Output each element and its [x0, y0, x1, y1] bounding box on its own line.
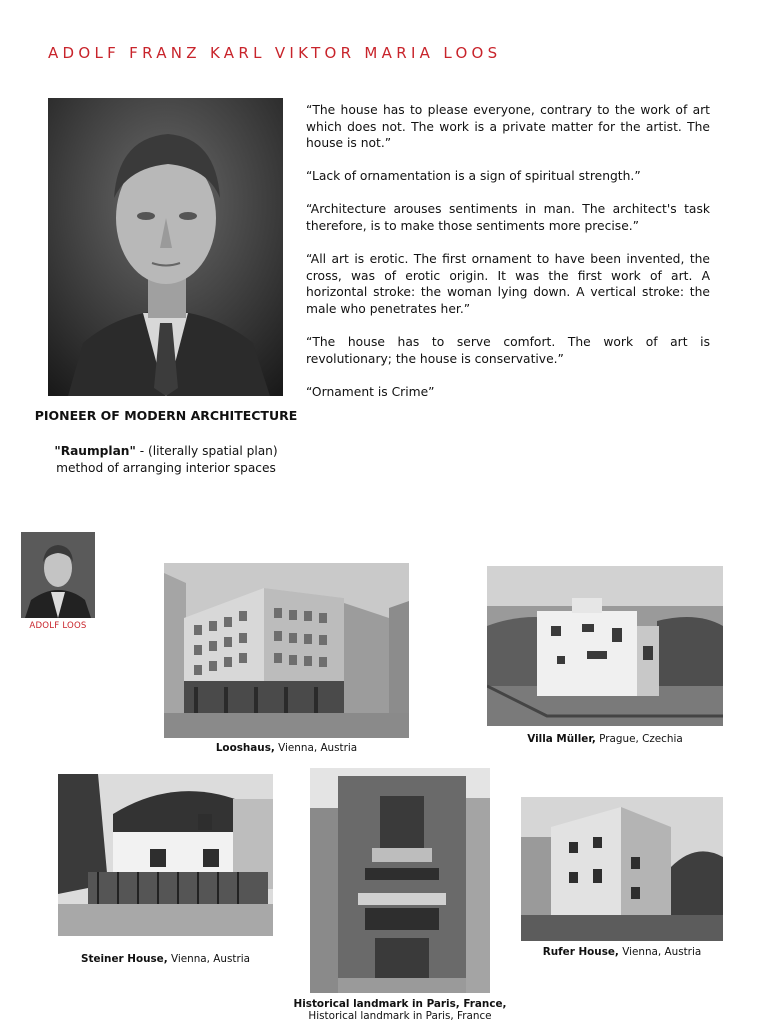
building-name: Steiner House,: [81, 953, 168, 965]
building-location: Vienna, Austria: [167, 953, 250, 965]
raumplan-definition-line1: - (literally spatial plan): [135, 444, 278, 458]
quote: “Architecture arouses sentiments in man. The architect's task therefore, is to make those sentiments more precise.”: [306, 202, 710, 233]
caption-steiner-house: [58, 953, 273, 965]
villa-muller-photo: [487, 566, 723, 726]
paris-landmark-photo: [310, 768, 490, 993]
portrait-caption: ADOLF LOOS: [29, 621, 87, 631]
steiner-house-photo: [58, 774, 273, 936]
pioneer-heading: PIONEER OF MODERN ARCHITECTURE: [34, 408, 298, 423]
caption-rufer-house: [521, 946, 723, 958]
quote: “Lack of ornamentation is a sign of spiritual strength.”: [306, 169, 641, 184]
raumplan-term: "Raumplan": [54, 444, 136, 458]
building-name: Rufer House,: [542, 946, 619, 958]
quote: “All art is erotic. The first ornament to have been invented, the cross, was of erotic origin. It was the first work of art. A horizontal stroke: the woman lying down. A vertical stroke: the male who penetrates her.”: [306, 252, 710, 316]
raumplan-definition: [28, 443, 304, 476]
quotes-block: [306, 102, 710, 417]
building-name: Villa Müller,: [527, 733, 596, 745]
building-location: Vienna, Austria: [618, 946, 702, 958]
looshaus-photo: [164, 563, 409, 738]
caption-paris-landmark: [290, 998, 510, 1022]
building-name: Looshaus,: [215, 742, 275, 754]
building-location: Vienna, Austria: [274, 742, 358, 754]
quote: “The house has to please everyone, contrary to the work of art which does not. The work is a private matter for the artist. The house is not.”: [306, 103, 710, 151]
caption-villa-muller: [487, 733, 723, 745]
quote: “Ornament is Crime”: [306, 384, 435, 399]
rufer-house-photo: [521, 797, 723, 941]
building-location: Historical landmark in Paris, France: [308, 1010, 492, 1022]
small-portrait-photo: [21, 532, 95, 618]
caption-looshaus: [164, 742, 409, 754]
quote: “The house has to serve comfort. The work of art is revolutionary; the house is conservative.”: [306, 334, 710, 366]
building-name: Historical landmark in Paris, France,: [293, 998, 507, 1010]
portrait-photo: [48, 98, 283, 396]
building-location: Prague, Czechia: [595, 733, 683, 745]
page-title: ADOLF FRANZ KARL VIKTOR MARIA LOOS: [48, 44, 502, 62]
raumplan-definition-line2: method of arranging interior spaces: [56, 460, 276, 475]
